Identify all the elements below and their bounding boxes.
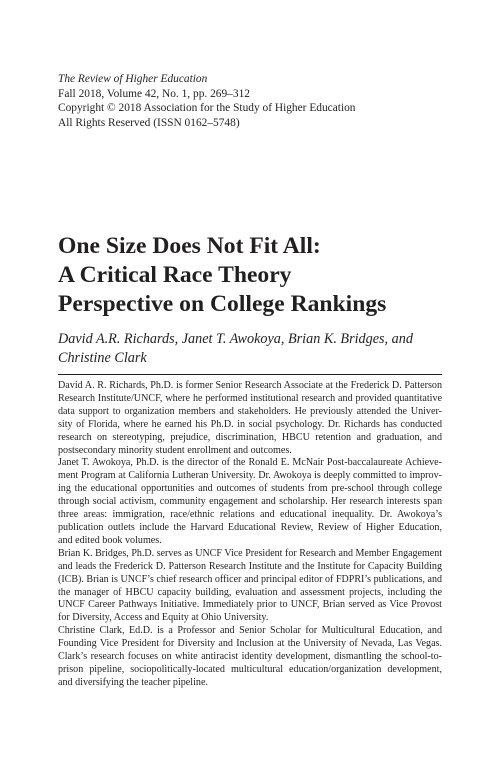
journal-name: The Review of Higher Education xyxy=(58,73,208,85)
author-bios xyxy=(58,380,442,690)
authors-line: David A.R. Richards, Janet T. Awokoya, Brian K. Bridges, and xyxy=(58,331,413,347)
bio-richards xyxy=(58,380,442,457)
bio-line: Christine Clark, Ed.D. is a Professor and Senior Scholar for Multicultural Education, and xyxy=(58,625,442,637)
bio-line: Research Institute/UNCF, where he performed institutional research and provided quantitative xyxy=(58,392,442,404)
bio-line: sity of Florida, where he earned his Ph.D. in social psychology. Dr. Richards has conducted xyxy=(58,418,442,430)
bio-line: Brian K. Bridges, Ph.D. serves as UNCF Vice President for Research and Member Engagement xyxy=(58,547,442,559)
bio-line: ment Program at California Lutheran University. Dr. Awokoya is deeply committed to improv- xyxy=(58,470,442,482)
journal-copyright: Copyright © 2018 Association for the Study of Higher Education xyxy=(58,102,356,115)
bio-line: research on stereotyping, prejudice, discrimination, HBCU retention and graduation, and xyxy=(58,431,442,443)
bio-bridges xyxy=(58,548,442,625)
bio-line: Founding Vice President for Diversity and Inclusion at the University of Nevada, Las Vegas. xyxy=(58,638,442,650)
bio-line: and leads the Frederick D. Patterson Research Institute and the Institute for Capacity Building xyxy=(58,560,442,572)
author-notes-divider xyxy=(58,374,442,375)
bio-line: (ICB). Brian is UNCF’s chief research officer and principal editor of FDPRI’s publications, and xyxy=(58,573,442,585)
bio-line: UNCF Career Pathways Initiative. Immediately prior to UNCF, Brian served as Vice Provost xyxy=(58,599,442,611)
bio-line: the manager of HBCU capacity building, evaluation and assessment projects, including the xyxy=(58,586,442,598)
bio-line: and diversifying the teacher pipeline. xyxy=(58,676,208,688)
bio-line: through social activism, community engagement and scholarship. Her research interests span xyxy=(58,496,442,508)
bio-line: Clark’s research focuses on white antiracist identity development, dismantling the school-to- xyxy=(58,651,442,663)
article-title xyxy=(58,232,458,319)
bio-line: Janet T. Awokoya, Ph.D. is the director of the Ronald E. McNair Post-baccalaureate Achieve- xyxy=(58,457,442,469)
bio-line: ing the educational opportunities and outcomes of students from pre-school through college xyxy=(58,483,442,495)
bio-line: postsecondary minority student enrollment and outcomes. xyxy=(58,444,292,456)
article-authors xyxy=(58,330,458,367)
title-line: Perspective on College Rankings xyxy=(58,291,387,317)
title-line: One Size Does Not Fit All: xyxy=(58,233,321,259)
bio-line: David A. R. Richards, Ph.D. is former Senior Research Associate at the Frederick D. Patterson xyxy=(58,380,442,391)
journal-issue: Fall 2018, Volume 42, No. 1, pp. 269–312 xyxy=(58,87,250,100)
journal-info xyxy=(58,72,458,130)
bio-awokoya xyxy=(58,457,442,547)
bio-line: three areas: immigration, race/ethnic relations and educational inequality. Dr. Awokoya’s xyxy=(58,509,442,521)
bio-line: publication outlets include the Harvard Educational Review, Review of Higher Education, xyxy=(58,521,442,533)
journal-rights: All Rights Reserved (ISSN 0162–5748) xyxy=(58,116,240,129)
bio-clark xyxy=(58,625,442,690)
title-line: A Critical Race Theory xyxy=(58,262,292,288)
bio-line: for Diversity, Access and Equity at Ohio University. xyxy=(58,612,269,624)
authors-line: Christine Clark xyxy=(58,349,147,366)
bio-line: prison pipeline, sociopolitically-located multicultural education/organization development, xyxy=(58,663,442,675)
bio-line: data support to organization members and stakeholders. He previously attended the Univer- xyxy=(58,405,442,417)
bio-line: and edited book volumes. xyxy=(58,534,162,546)
